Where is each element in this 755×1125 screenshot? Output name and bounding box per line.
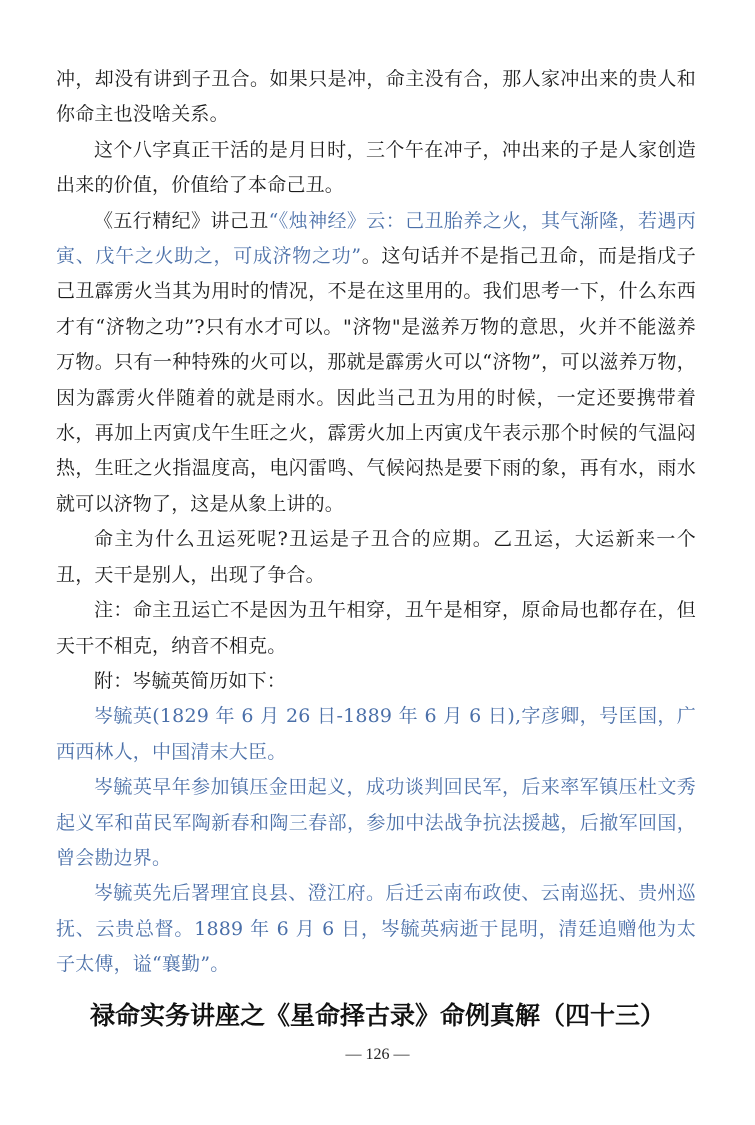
paragraph-6-appendix-label: 附：岑毓英简历如下： [94, 669, 287, 692]
paragraph-3-rest: 。这句话并不是指己丑命，而是指戊子己丑霹雳火当其为用时的情况，不是在这里用的。我们思考一下，什么东西才有“济物之功”?只有水才可以。"济物"是滋养万物的意思，火并不能滋养万物。只有一种特殊的火可以，那就是霹雳火可以“济物”，可以滋养万物，因为霹雳火伴随着的就是雨水。因此当己丑为用的时候，一定还要携带着水，再加上丙寅戊午生旺之火，霹雳火加上丙寅戊午表示那个时候的气温闷热，生旺之火指温度高，电闪雷鸣、气候闷热是要下雨的象，再有水，雨水就可以济物了，这是从象上讲的。 [56, 245, 696, 515]
paragraph-3 [56, 204, 696, 523]
paragraph-3-lead: 《五行精纪》讲己丑 [94, 209, 269, 232]
paragraph-8-bio: 岑毓英早年参加镇压金田起义，成功谈判回民军，后来率军镇压杜文秀起义军和苗民军陶新春和陶三春部，参加中法战争抗法援越，后撤军回国，曾会勘边界。 [56, 776, 696, 869]
paragraph-3-quote: “《烛神经》云：己丑胎养之火，其气渐隆，若遇丙寅、戊午之火助之，可成济物之功” [56, 209, 696, 268]
paragraph-1: 冲，却没有讲到子丑合。如果只是冲，命主没有合，那人家冲出来的贵人和你命主也没啥关系。 [56, 68, 696, 126]
paragraph-4: 命主为什么丑运死呢?丑运是子丑合的应期。乙丑运，大运新来一个丑，天干是别人，出现了争合。 [56, 528, 696, 586]
page-number: — 126 — [345, 1046, 410, 1063]
paragraph-2: 这个八字真正干活的是月日时，三个午在冲子，冲出来的子是人家创造出来的价值，价值给了本命己丑。 [56, 138, 696, 197]
paragraph-7-bio: 岑毓英(1829 年 6 月 26 日-1889 年 6 月 6 日),字彦卿，号匡国，广西西林人，中国清末大臣。 [56, 705, 696, 763]
paragraph-9-bio: 岑毓英先后署理宜良县、澄江府。后迁云南布政使、云南巡抚、贵州巡抚、云贵总督。1889 年 6 月 6 日，岑毓英病逝于昆明，清廷追赠他为太子太傅，谥“襄勤”。 [56, 882, 696, 976]
paragraph-5-note: 注：命主丑运亡不是因为丑午相穿，丑午是相穿，原命局也都存在，但天干不相克，纳音不相克。 [56, 599, 696, 657]
body-text [56, 62, 696, 983]
section-heading: 禄命实务讲座之《星命择古录》命例真解（四十三） [89, 1001, 665, 1030]
